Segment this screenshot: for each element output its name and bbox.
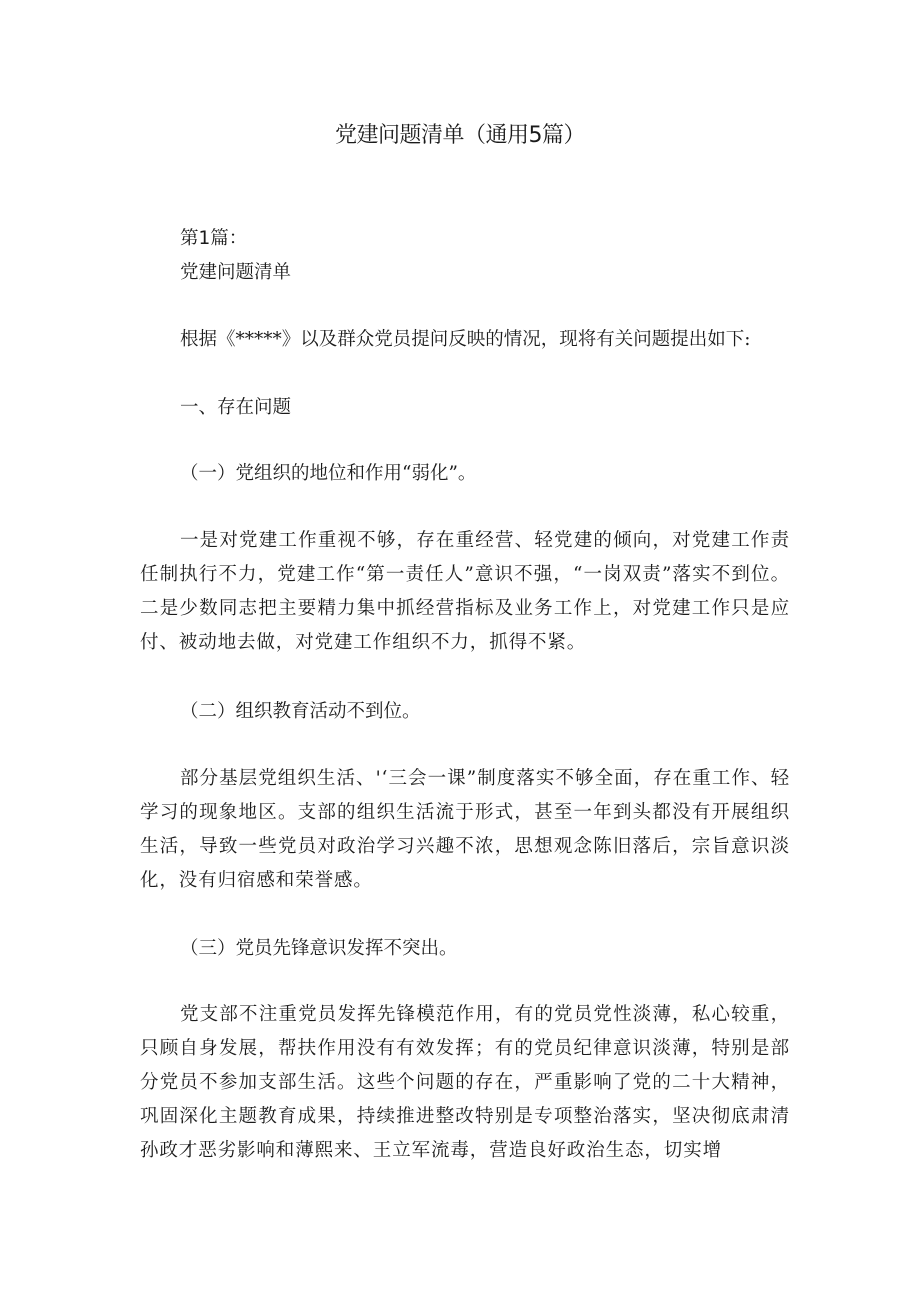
subsection-heading-3: （三）党员先锋意识发挥不突出。	[180, 938, 458, 959]
subsection-body-1: 一是对党建工作重视不够，存在重经营、轻党建的倾向，对党建工作责任制执行不力，党建工作“第一责任人”意识不强，“一岗双责”落实不到位。二是少数同志把主要精力集中抓经营指标及业务工作上，对党建工作只是应付、被动地去做，对党建工作组织不力，抓得不紧。	[140, 530, 790, 653]
document-title: 党建问题清单（通用5篇）	[335, 123, 585, 148]
intro-paragraph: 根据《*****》以及群众党员提问反映的情况，现将有关问题提出如下:	[180, 329, 751, 350]
chapter-label: 第1篇：	[180, 228, 248, 249]
section-heading: 一、存在问题	[180, 397, 292, 418]
chapter-title: 党建问题清单	[180, 262, 292, 283]
subsection-heading-1: （一）党组织的地位和作用“弱化”。	[180, 463, 477, 484]
subsection-body-2: 部分基层党组织生活、'‘三会一课”制度落实不够全面，存在重工作、轻学习的现象地区。支部的组织生活流于形式，甚至一年到头都没有开展组织生活，导致一些党员对政治学习兴趣不浓，思想观念陈旧落后，宗旨意识淡化，没有归宿感和荣誉感。	[140, 768, 790, 891]
subsection-body-3: 党支部不注重党员发挥先锋模范作用，有的党员党性淡薄，私心较重，只顾自身发展，帮扶作用没有有效发挥；有的党员纪律意识淡薄，特别是部分党员不参加支部生活。这些个问题的存在，严重影响了党的二十大精神，巩固深化主题教育成果，持续推进整改特别是专项整治落实，坚决彻底肃清孙政才恶劣影响和薄熙来、王立军流毒，营造良好政治生态，切实增	[140, 1004, 790, 1161]
subsection-heading-2: （二）组织教育活动不到位。	[180, 701, 421, 722]
